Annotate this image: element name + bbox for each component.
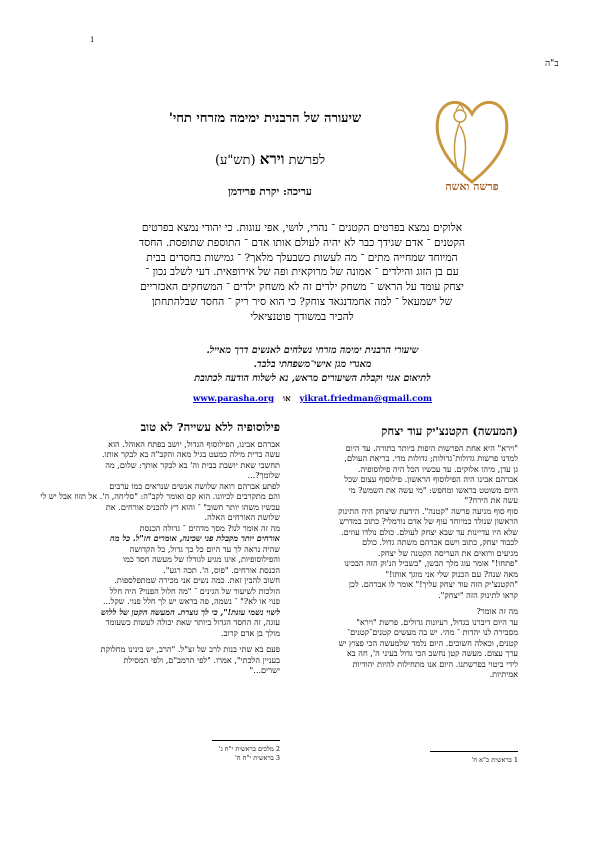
paragraph [88,523,280,576]
paragraph [88,575,280,638]
text-line: לידי ביטוי בפרשתנו. היום אנו מתחילות להיות יהודיות [352,658,518,669]
footnote-divider [430,751,518,752]
link-separator: או [282,394,291,404]
text-line: היום משוטט בראשו ומחפש: "מי עשה את השמש? מי [348,484,518,495]
notice-line: מאגרי מגן אישי־משפחתי בלבד. [253,359,372,370]
text-line: ישרים..." [249,665,280,675]
text-line: מאה שנה? עם הכנוק שלי אני מוגך אותו!" [385,568,518,579]
text-line: מגיעים ורואים את העריסה הקטנה של יצחק. [377,547,518,558]
website-link[interactable]: www.parasha.org [193,394,275,404]
intro-summary [92,221,512,325]
text-line: פנוי או לא?" ־ נשמה, פה בראש יש לך חלל פנוי. שקל... [102,596,280,606]
footnote-divider [212,740,280,741]
text-line: עד היום דיברנו בגדול, רעיונות גדולים. פרשת "וירא" [356,616,518,627]
text-line: לכבוד יצחק, כתוב וישם אברהם משתה גדול. כולם [362,537,518,547]
text-line: עכשיו משהו יותר חשוב" ־ והוא רץ להכניס אורחים. את [105,501,280,512]
text-line: גן עדן, מיהו אלוקים. עד עכשיו הכל היה פילוסופיה. [357,463,518,474]
footnote: 2 מלכים בראשית י"ח ג' [218,745,280,753]
text-line: לפתע אברהם רואה שלושה אנשים שנראים כמו ערבים [109,480,280,491]
left-column-title: פילוסופיה ללא עשייה? לא טוב [140,420,280,434]
text-line: למדנו פרשות גדולות־גדולות; גדולות מדי. בריאת העולם, [344,453,518,463]
parasha-veisha-logo [432,80,512,200]
text-line: מסבירה לנו יהדות ־ מהי. יש בה מעשים קטנים־קטנים־ [347,627,518,637]
text-line: מולך בן אדם קרוב. [221,627,280,638]
text-line: והם מתקרבים לכיוונו. הוא קם ואומר לקב"ה: "סליחה, ה'. אל תזוז אבל יש לי [40,491,280,501]
footnote: 1 בראשית כ"א ח' [471,756,518,764]
text-line: הראשון שנולד במיוחד עוף של אדם נורמלי? כתוב במדרש [339,516,518,526]
intro-line: אלוקים נמצא בפרטים הקטנים ־ נהרי, לושי, אפי עוגות. כי יהודי נמצא בפרטים [141,222,463,234]
footnote: 3 בראשית י"ח ח' [234,754,280,762]
text-line: הולכות לשיעור של הגינים ־ "מה חלול הפנוי? היה חלל [109,585,280,596]
right-column [335,426,518,680]
paragraph [40,480,280,523]
text-line: אברהם אבינו, הפילוסוף הגדול, יושב בפתח האוהל. הוא [108,438,280,449]
parsha-year: (תש"ע) [214,153,256,168]
logo-text: פרשה ואשה [445,180,499,193]
paragraph [335,443,518,506]
paragraph [88,439,280,481]
text-line: "פתחו!" אומר עוג מלך הבשן, "בשביל הנ'וק הזה הבכינו [344,558,518,568]
text-line: שלושת האורחים האלה. [204,512,280,522]
paragraph [88,644,280,676]
text-line: בעניין הלכתי", אמרו. "לפי הרמב"ם, ולפי המסילת [123,654,280,665]
parsha-prefix: לפרשת [288,153,326,168]
paragraph [335,606,518,680]
parsha-name: וירא [259,150,285,168]
text-line: מה זה אומר לנו? מסך מדהים ־ גדולה הכנסת [139,522,280,533]
left-column [40,420,280,676]
parsha-heading [150,150,390,169]
intro-line: עם בן הזוג והילדים ־ אמונה של מרוקאית ופה של אירופאית. דעי לשלב נכון ־ [145,266,459,279]
intro-line: יצחק עומד על הראש ־ משחק ילדים זה לא משחק ילדים ־ המשחקים האכזריים [140,281,464,294]
text-line: שלא היו עדיינות עד שבא יצחק לעולם. כולם נולדו עוזים. [341,526,518,537]
intro-line: של ישמעאל ־ למה אחמדנגאד צוחק? כי הוא סיר ריק ־ החסד שבלהתחתן [151,295,453,308]
text-line: הכנסת אורחים. "פוס, ה'. תכה רגע". [163,564,280,575]
text-line: והפילוסופיות, אינו מגיע לגודלו של מעשה חסד כמו [122,554,280,564]
text-line: לשוי נשמי עוגת!", כי לך נוצרת. המעשה הקטן של ללוש [101,606,280,617]
intro-line: הקטנים ־ אדם שגידך כבר לא יהיה לעולם אותו אדם ־ התוספת שתופסת. החסד [139,236,465,249]
text-line: שהיה נראה לך עד היום כל כך גדול, כל הקדושה [129,543,280,554]
text-line: אברהם אבינו היה הפילוסוף הראשון. פילוסוף עצום שכל [344,474,518,484]
text-line: ערך עצום. מעשה קטן נחשב הכי גדול בעיני ה', חה בא [346,648,518,658]
text-line: אורחים יותר מקבלת פני שכינה, אומרים חז"ל. כל מה [110,533,280,543]
text-line: "וירא" היא אחת הפרשות היפות ביותר בתורה. עד היום [345,442,518,453]
page-title: שיעורה של הרבנית ימימה מזרחי תחי' [168,111,362,126]
bsd-mark: ב"ה [545,59,559,69]
text-line: חשוב להבין זאת. כמה נשים אני מכירה שמתפלספות. [114,575,280,585]
text-line: אמיתיות. [489,669,518,679]
page-number: 1 [90,36,95,44]
text-line: עשה את הירח?" [464,495,518,505]
text-line: "הקטנצ'יק הזה עוד יצחק עליך!" אומר לו אברהם. לכן [348,579,518,589]
text-line: פעם בא שתי בנות לרב של זצ"ל. "הרב, יש בינינו מחלוקת [100,644,280,654]
distribution-notice [120,344,505,386]
footnotes-left [170,745,280,763]
text-line: קטנים, וכאלה חשובים. היום נלמד שלמעשה הכי פצוץ יש [338,637,518,648]
footnotes-right [420,756,518,765]
paragraph [335,506,518,601]
text-line: עוגה, זה החסד הגדול ביותר שאת יכולה לעשות כשעומד [105,617,280,627]
text-line: תחשבי שאת יושבת בבית וה' בא לבקר אותך: שלום, מה [105,459,280,470]
text-line: שלומך?... [247,470,280,480]
editor-credit: עריכה: יקרת פרידמן [228,186,312,198]
intro-line: להכיר במשודך פוטנציאלי [250,310,354,323]
contact-links [120,393,505,404]
text-line: מה זה אומר? [476,606,518,616]
text-line: עשה ברית מילה כמעט בגיל מאה והקב"ה בא לבקר אותו. [101,449,280,459]
intro-line: המיוחד שמחייה מתים ־ מה לעשות כשבעלך מלאך? ־ גמישות בחסדים בבית [146,251,458,264]
text-line: סוף סוף מגיעה פרשה "קטנה". הידעת שיצחק היה התינוק [338,505,518,516]
text-line: קראו לתינוק הזה "יצחק". [438,589,518,600]
email-link[interactable]: yikrat.friedman@gmail.com [299,394,432,404]
notice-line: שיעורי הרבנית ימימה מזרחי נשלחים לאנשים דרך מאייל. [206,345,419,356]
notice-line: לתיאום אגוי וקבלת השיעורים מראש, נא לשלוח הודעה לכתובת [194,373,431,384]
right-column-title: (המעשה) הקטנצ'יק עוד יצחק [381,424,518,438]
